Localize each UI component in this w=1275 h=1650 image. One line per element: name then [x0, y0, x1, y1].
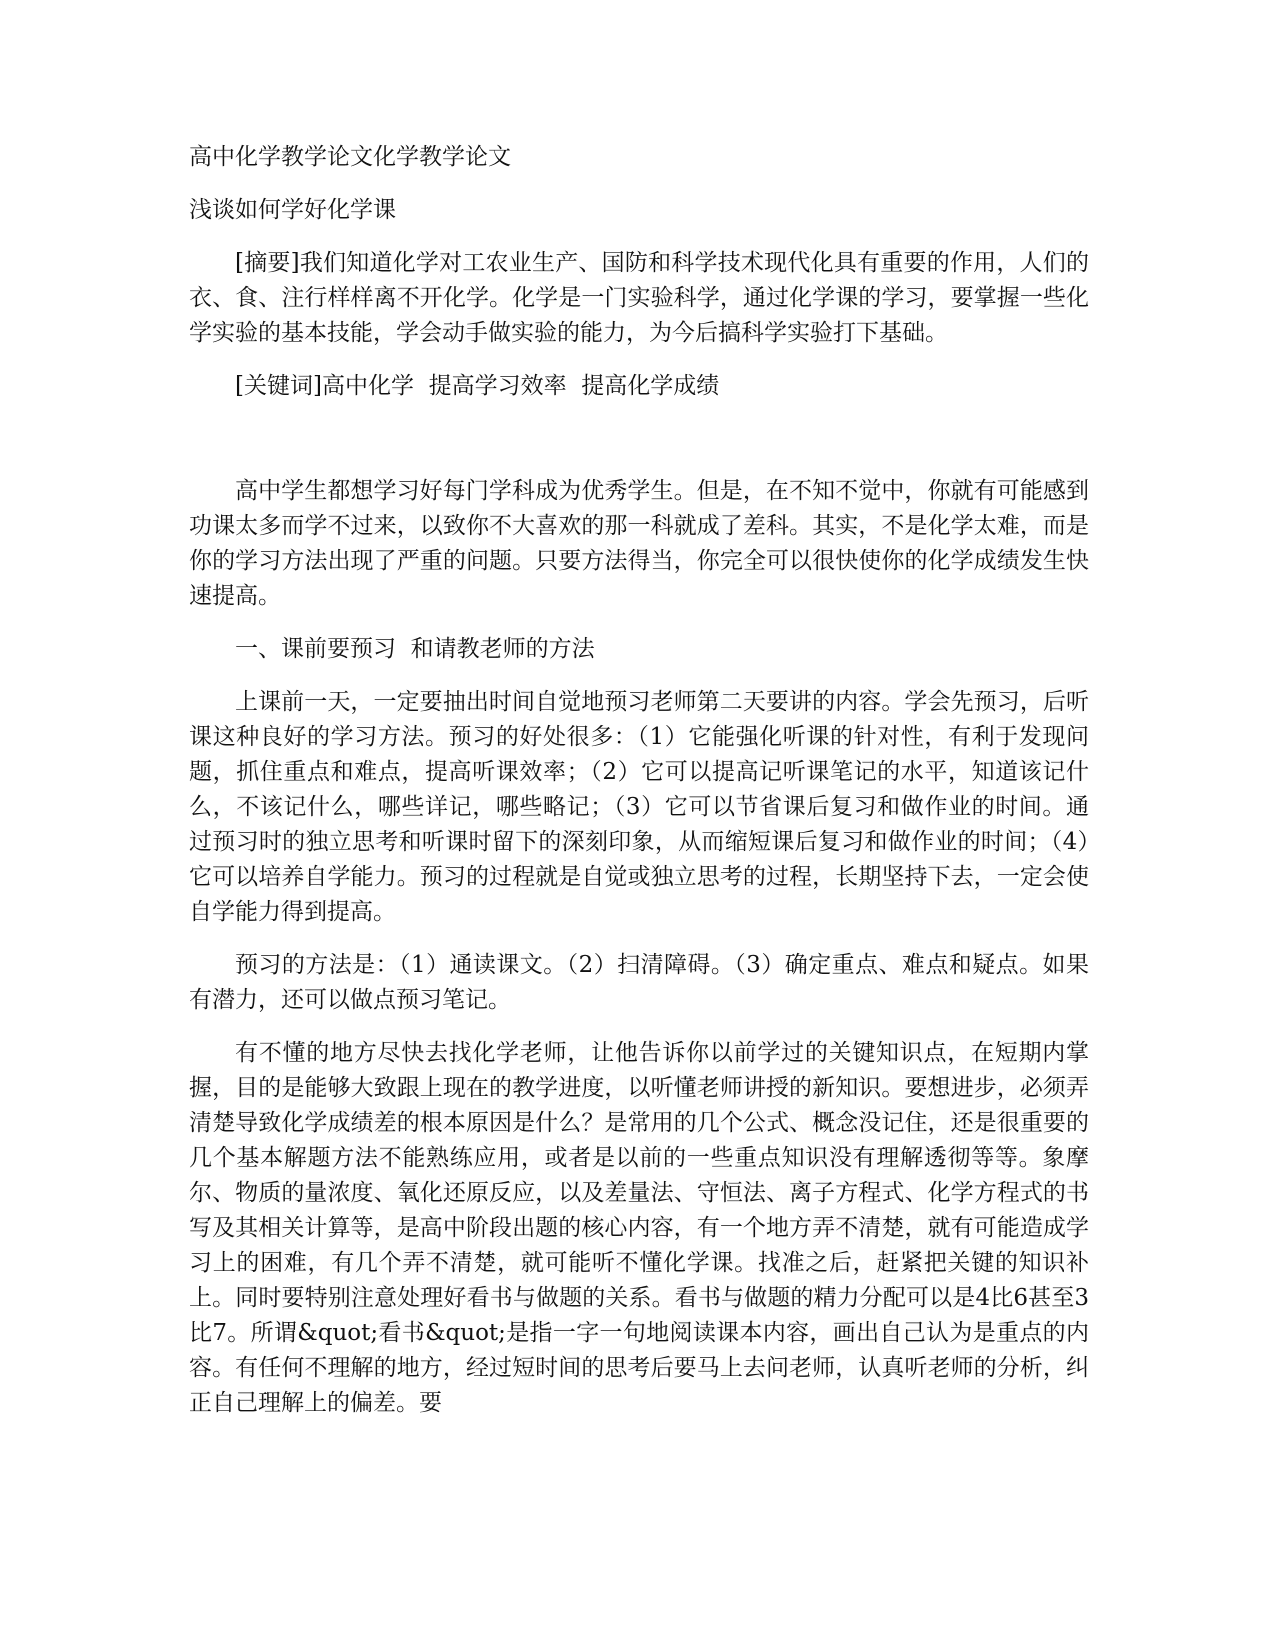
body-paragraph-ask-teacher: 有不懂的地方尽快去找化学老师，让他告诉你以前学过的关键知识点，在短期内掌握，目的是能够大致跟上现在的教学进度，以听懂老师讲授的新知识。要想进步，必须弄清楚导致化学成绩差的根本原因是什么？是常用的几个公式、概念没记住，还是很重要的几个基本解题方法不能熟练应用，或者是以前的一些重点知识没有理解透彻等等。象摩尔、物质的量浓度、氧化还原反应，以及差量法、守恒法、离子方程式、化学方程式的书写及其相关计算等，是高中阶段出题的核心内容，有一个地方弄不清楚，就有可能造成学习上的困难，有几个弄不清楚，就可能听不懂化学课。找准之后，赶紧把关键的知识补上。同时要特别注意处理好看书与做题的关系。看书与做题的精力分配可以是4比6甚至3比7。所谓&quot;看书&quot;是指一字一句地阅读课本内容，画出自己认为是重点的内容。有任何不理解的地方，经过短时间的思考后要马上去问老师，认真听老师的分析，纠正自己理解上的偏差。要 [189, 1040, 1089, 1416]
abstract-paragraph: [摘要]我们知道化学对工农业生产、国防和科学技术现代化具有重要的作用，人们的衣、食、注行样样离不开化学。化学是一门实验科学，通过化学课的学习，要掌握一些化学实验的基本技能，学会动手做实验的能力，为今后搞科学实验打下基础。 [189, 250, 1089, 346]
document-title: 高中化学教学论文化学教学论文 [189, 144, 511, 170]
section-heading-preview: 一、课前要预习 和请教老师的方法 [235, 636, 595, 662]
body-paragraph-intro: 高中学生都想学习好每门学科成为优秀学生。但是，在不知不觉中，你就有可能感到功课太多而学不过来，以致你不大喜欢的那一科就成了差科。其实，不是化学太难，而是你的学习方法出现了严重的问题。只要方法得当，你完全可以很快使你的化学成绩发生快速提高。 [189, 478, 1089, 609]
keywords-line: [关键词]高中化学 提高学习效率 提高化学成绩 [235, 373, 720, 399]
body-paragraph-preview-benefits: 上课前一天，一定要抽出时间自觉地预习老师第二天要讲的内容。学会先预习，后听课这种良好的学习方法。预习的好处很多：（1）它能强化听课的针对性，有利于发现问题，抓住重点和难点，提高听课效率；（2）它可以提高记听课笔记的水平，知道该记什么，不该记什么，哪些详记，哪些略记；（3）它可以节省课后复习和做作业的时间。通过预习时的独立思考和听课时留下的深刻印象，从而缩短课后复习和做作业的时间；（4）它可以培养自学能力。预习的过程就是自觉或独立思考的过程，长期坚持下去，一定会使自学能力得到提高。 [189, 689, 1089, 925]
document-page [189, 140, 1089, 1439]
section-spacer [189, 422, 1089, 474]
body-paragraph-preview-methods: 预习的方法是：（1）通读课文。（2）扫清障碍。（3）确定重点、难点和疑点。如果有潜力，还可以做点预习笔记。 [189, 952, 1089, 1013]
document-subtitle: 浅谈如何学好化学课 [189, 197, 396, 223]
